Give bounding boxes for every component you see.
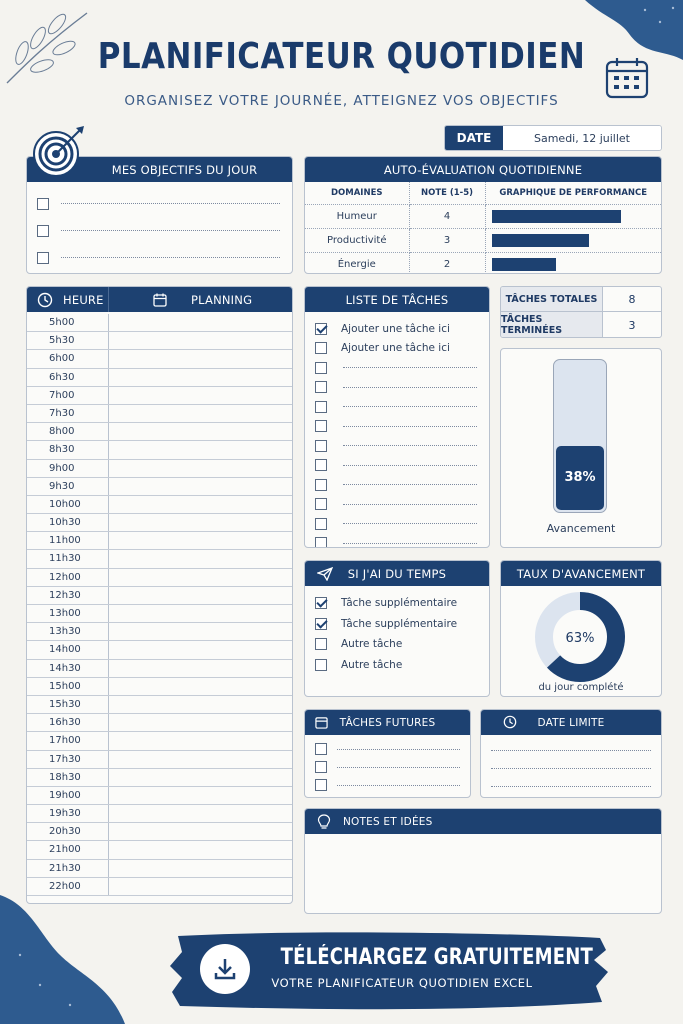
planning-cell[interactable] <box>109 350 292 367</box>
date-field[interactable] <box>444 125 662 151</box>
objective-line[interactable] <box>61 230 280 231</box>
task-list-panel <box>304 286 490 548</box>
extra-task-checkbox[interactable] <box>315 597 327 609</box>
task-item <box>315 319 477 339</box>
clock-icon <box>503 715 517 729</box>
task-list <box>305 312 489 548</box>
completion-donut <box>532 589 628 685</box>
time-cell: 15h30 <box>27 696 109 713</box>
schedule-row <box>27 441 292 459</box>
column-header: GRAPHIQUE DE PERFORMANCE <box>485 182 661 204</box>
planning-cell[interactable] <box>109 860 292 877</box>
planning-cell[interactable] <box>109 660 292 677</box>
deadline-item <box>481 777 651 795</box>
planning-cell[interactable] <box>109 605 292 622</box>
planning-cell[interactable] <box>109 478 292 495</box>
time-cell: 9h30 <box>27 478 109 495</box>
task-line[interactable] <box>343 523 477 524</box>
total-tasks-value: 8 <box>628 292 636 306</box>
task-checkbox[interactable] <box>315 420 327 432</box>
deadline-item <box>481 741 651 759</box>
task-checkbox[interactable] <box>315 498 327 510</box>
task-item <box>315 436 477 456</box>
completion-rate-panel <box>500 560 662 697</box>
time-cell: 12h00 <box>27 569 109 586</box>
planning-cell[interactable] <box>109 841 292 858</box>
done-tasks-label: TÂCHES TERMINÉES <box>501 312 603 338</box>
performance-cell <box>485 228 661 252</box>
task-line[interactable] <box>343 367 477 368</box>
schedule-row <box>27 405 292 423</box>
future-task-checkbox[interactable] <box>315 779 327 791</box>
planning-cell[interactable] <box>109 550 292 567</box>
domain-cell: Énergie <box>305 252 409 274</box>
planning-cell[interactable] <box>109 878 292 895</box>
planning-cell[interactable] <box>109 514 292 531</box>
task-checkbox[interactable] <box>315 342 327 354</box>
schedule-row <box>27 769 292 787</box>
future-task-item <box>315 776 460 794</box>
planning-cell[interactable] <box>109 532 292 549</box>
planning-cell[interactable] <box>109 823 292 840</box>
performance-bar <box>492 234 589 247</box>
time-cell: 9h00 <box>27 460 109 477</box>
notes-header <box>305 809 661 834</box>
planning-cell[interactable] <box>109 678 292 695</box>
notes-panel <box>304 808 662 914</box>
schedule-row <box>27 805 292 823</box>
time-cell: 14h00 <box>27 641 109 658</box>
planning-cell[interactable] <box>109 696 292 713</box>
task-item <box>315 397 477 417</box>
future-tasks-title: TÂCHES FUTURES <box>339 716 436 729</box>
page-subtitle: ORGANISEZ VOTRE JOURNÉE, ATTEIGNEZ VOS OBJECTIFS <box>124 93 559 109</box>
time-cell: 18h30 <box>27 769 109 786</box>
task-item <box>315 514 477 534</box>
task-line[interactable] <box>343 504 477 505</box>
time-cell: 13h00 <box>27 605 109 622</box>
planning-cell[interactable] <box>109 496 292 513</box>
objective-item <box>37 190 282 217</box>
time-cell: 10h00 <box>27 496 109 513</box>
performance-cell <box>485 204 661 228</box>
task-checkbox[interactable] <box>315 479 327 491</box>
future-task-checkbox[interactable] <box>315 761 327 773</box>
future-tasks-list <box>305 735 470 794</box>
extra-task-label[interactable]: Tâche supplémentaire <box>341 597 458 610</box>
extra-task-label[interactable]: Tâche supplémentaire <box>341 617 458 630</box>
time-cell: 19h00 <box>27 787 109 804</box>
schedule-panel <box>26 286 293 904</box>
performance-cell <box>485 252 661 274</box>
deadline-item <box>481 759 651 777</box>
schedule-row <box>27 387 292 405</box>
schedule-row <box>27 423 292 441</box>
task-line[interactable] <box>343 426 477 427</box>
clock-icon <box>37 292 53 308</box>
task-line[interactable] <box>343 543 477 544</box>
task-checkbox[interactable] <box>315 323 327 335</box>
objective-checkbox[interactable] <box>37 252 49 264</box>
task-line[interactable] <box>343 445 477 446</box>
column-header: DOMAINES <box>305 182 409 204</box>
schedule-rows <box>27 312 292 896</box>
task-label[interactable]: Ajouter une tâche ici <box>341 322 450 335</box>
future-task-item <box>315 740 460 758</box>
self-evaluation-panel <box>304 156 662 274</box>
schedule-row <box>27 369 292 387</box>
self-evaluation-header: AUTO-ÉVALUATION QUOTIDIENNE <box>305 157 661 182</box>
time-cell: 10h30 <box>27 514 109 531</box>
if-time-panel <box>304 560 490 697</box>
bottom-left-blob <box>0 895 130 1024</box>
evaluation-row <box>305 228 661 252</box>
future-tasks-header <box>305 710 470 735</box>
task-item <box>315 534 477 549</box>
date-label: DATE <box>445 126 503 150</box>
self-evaluation-table <box>305 182 661 274</box>
deadline-line[interactable] <box>491 786 651 787</box>
task-item <box>315 495 477 515</box>
download-button[interactable] <box>200 944 250 994</box>
total-tasks-label: TÂCHES TOTALES <box>501 287 603 311</box>
if-time-title: SI J'AI DU TEMPS <box>347 566 447 581</box>
evaluation-row <box>305 204 661 228</box>
objective-line[interactable] <box>61 257 280 258</box>
time-cell: 6h30 <box>27 369 109 386</box>
planning-cell[interactable] <box>109 714 292 731</box>
time-cell: 19h30 <box>27 805 109 822</box>
time-cell: 22h00 <box>27 878 109 895</box>
objective-line[interactable] <box>61 203 280 204</box>
schedule-row <box>27 478 292 496</box>
score-cell[interactable]: 3 <box>409 228 485 252</box>
planning-header-label: PLANNING <box>191 292 253 307</box>
if-time-header <box>305 561 489 586</box>
extra-task-checkbox[interactable] <box>315 638 327 650</box>
extra-task-item <box>315 614 479 635</box>
planning-cell[interactable] <box>109 787 292 804</box>
time-cell: 11h30 <box>27 550 109 567</box>
schedule-row <box>27 623 292 641</box>
date-value: Samedi, 12 juillet <box>503 126 661 150</box>
time-cell: 5h30 <box>27 332 109 349</box>
schedule-row <box>27 605 292 623</box>
deadline-list <box>481 735 661 795</box>
hour-column-header <box>27 287 109 312</box>
task-checkbox[interactable] <box>315 537 327 548</box>
completion-rate-label: du jour complété <box>538 682 624 693</box>
if-time-list <box>305 586 489 675</box>
planning-cell[interactable] <box>109 569 292 586</box>
schedule-row <box>27 878 292 896</box>
progress-bar-fill <box>556 446 604 510</box>
time-cell: 7h00 <box>27 387 109 404</box>
time-cell: 15h00 <box>27 678 109 695</box>
task-line[interactable] <box>343 465 477 466</box>
schedule-row <box>27 587 292 605</box>
send-icon <box>317 567 333 581</box>
page-title: PLANIFICATEUR QUOTIDIEN <box>97 36 586 77</box>
performance-bar <box>492 210 622 223</box>
banner-line-1[interactable]: TÉLÉCHARGEZ GRATUITEMENT <box>280 945 593 970</box>
objective-item <box>37 244 282 271</box>
notes-area[interactable] <box>305 834 661 913</box>
progress-percent: 38% <box>564 470 596 486</box>
extra-task-checkbox[interactable] <box>315 618 327 630</box>
schedule-row <box>27 660 292 678</box>
objective-checkbox[interactable] <box>37 198 49 210</box>
objective-item <box>37 217 282 244</box>
time-cell: 13h30 <box>27 623 109 640</box>
schedule-row <box>27 496 292 514</box>
planning-cell[interactable] <box>109 369 292 386</box>
schedule-row <box>27 732 292 750</box>
time-cell: 5h00 <box>27 314 109 331</box>
planning-cell[interactable] <box>109 460 292 477</box>
calendar-icon <box>604 55 650 101</box>
task-item <box>315 358 477 378</box>
extra-task-item <box>315 593 479 614</box>
task-line[interactable] <box>343 484 477 485</box>
time-cell: 17h00 <box>27 732 109 749</box>
planning-cell[interactable] <box>109 641 292 658</box>
task-item <box>315 378 477 398</box>
evaluation-row <box>305 252 661 274</box>
schedule-row <box>27 460 292 478</box>
schedule-row <box>27 714 292 732</box>
deadline-panel <box>480 709 662 798</box>
progress-bar <box>553 359 607 513</box>
extra-task-label[interactable]: Autre tâche <box>341 638 403 651</box>
future-task-item <box>315 758 460 776</box>
time-cell: 11h00 <box>27 532 109 549</box>
schedule-row <box>27 696 292 714</box>
future-task-line[interactable] <box>337 767 460 768</box>
time-cell: 7h30 <box>27 405 109 422</box>
deadline-line[interactable] <box>491 768 651 769</box>
schedule-row <box>27 641 292 659</box>
time-cell: 21h30 <box>27 860 109 877</box>
task-checkbox[interactable] <box>315 518 327 530</box>
schedule-row <box>27 751 292 769</box>
schedule-row <box>27 678 292 696</box>
extra-task-label[interactable]: Autre tâche <box>341 658 403 671</box>
deadline-title: DATE LIMITE <box>537 716 605 729</box>
schedule-header <box>27 287 292 312</box>
planning-cell[interactable] <box>109 423 292 440</box>
planning-cell[interactable] <box>109 623 292 640</box>
task-line[interactable] <box>343 387 477 388</box>
time-cell: 16h30 <box>27 714 109 731</box>
schedule-row <box>27 569 292 587</box>
planning-cell[interactable] <box>109 405 292 422</box>
objectives-list <box>27 182 292 271</box>
task-checkbox[interactable] <box>315 381 327 393</box>
deadline-header <box>481 710 661 735</box>
extra-task-item <box>315 634 479 655</box>
task-item <box>315 417 477 437</box>
extra-task-checkbox[interactable] <box>315 659 327 671</box>
schedule-row <box>27 550 292 568</box>
future-task-line[interactable] <box>337 785 460 786</box>
task-checkbox[interactable] <box>315 440 327 452</box>
calendar-icon <box>153 293 167 307</box>
progress-panel <box>500 348 662 548</box>
task-line[interactable] <box>343 406 477 407</box>
bulb-icon <box>317 814 331 830</box>
future-task-checkbox[interactable] <box>315 743 327 755</box>
schedule-row <box>27 332 292 350</box>
hour-header-label: HEURE <box>63 292 104 307</box>
schedule-row <box>27 514 292 532</box>
schedule-row <box>27 841 292 859</box>
total-tasks-row <box>501 287 661 312</box>
task-checkbox[interactable] <box>315 362 327 374</box>
completion-rate-header: TAUX D'AVANCEMENT <box>501 561 661 586</box>
extra-task-item <box>315 655 479 676</box>
objective-checkbox[interactable] <box>37 225 49 237</box>
planning-column-header <box>109 293 292 307</box>
time-cell: 8h00 <box>27 423 109 440</box>
deadline-line[interactable] <box>491 750 651 751</box>
schedule-row <box>27 787 292 805</box>
planning-cell[interactable] <box>109 332 292 349</box>
time-cell: 20h30 <box>27 823 109 840</box>
future-tasks-panel <box>304 709 471 798</box>
task-list-header: LISTE DE TÂCHES <box>305 287 489 312</box>
column-header: NOTE (1-5) <box>409 182 485 204</box>
task-stats-panel <box>500 286 662 338</box>
schedule-row <box>27 314 292 332</box>
time-cell: 21h00 <box>27 841 109 858</box>
performance-bar <box>492 258 557 271</box>
planning-cell[interactable] <box>109 441 292 458</box>
done-tasks-row <box>501 312 661 338</box>
schedule-row <box>27 860 292 878</box>
banner-line-2: VOTRE PLANIFICATEUR QUOTIDIEN EXCEL <box>271 976 533 990</box>
task-label[interactable]: Ajouter une tâche ici <box>341 342 450 355</box>
schedule-row <box>27 532 292 550</box>
download-icon <box>212 956 238 982</box>
time-cell: 8h30 <box>27 441 109 458</box>
notes-title: NOTES ET IDÉES <box>343 815 433 828</box>
score-cell[interactable]: 4 <box>409 204 485 228</box>
task-item <box>315 475 477 495</box>
schedule-row <box>27 350 292 368</box>
objectives-title: MES OBJECTIFS DU JOUR <box>111 162 258 177</box>
task-checkbox[interactable] <box>315 459 327 471</box>
time-cell: 12h30 <box>27 587 109 604</box>
planning-cell[interactable] <box>109 805 292 822</box>
calendar-icon <box>315 716 328 729</box>
planning-cell[interactable] <box>109 732 292 749</box>
planning-cell[interactable] <box>109 314 292 331</box>
task-checkbox[interactable] <box>315 401 327 413</box>
domain-cell: Productivité <box>305 228 409 252</box>
time-cell: 17h30 <box>27 751 109 768</box>
domain-cell: Humeur <box>305 204 409 228</box>
done-tasks-value: 3 <box>628 318 636 332</box>
planning-cell[interactable] <box>109 769 292 786</box>
schedule-row <box>27 823 292 841</box>
task-item <box>315 456 477 476</box>
task-item <box>315 339 477 359</box>
time-cell: 14h30 <box>27 660 109 677</box>
planning-cell[interactable] <box>109 387 292 404</box>
planning-cell[interactable] <box>109 751 292 768</box>
score-cell[interactable]: 2 <box>409 252 485 274</box>
future-task-line[interactable] <box>337 749 460 750</box>
time-cell: 6h00 <box>27 350 109 367</box>
target-icon <box>32 124 88 180</box>
progress-label: Avancement <box>546 522 616 535</box>
planning-cell[interactable] <box>109 587 292 604</box>
donut-percent: 63% <box>565 631 595 646</box>
